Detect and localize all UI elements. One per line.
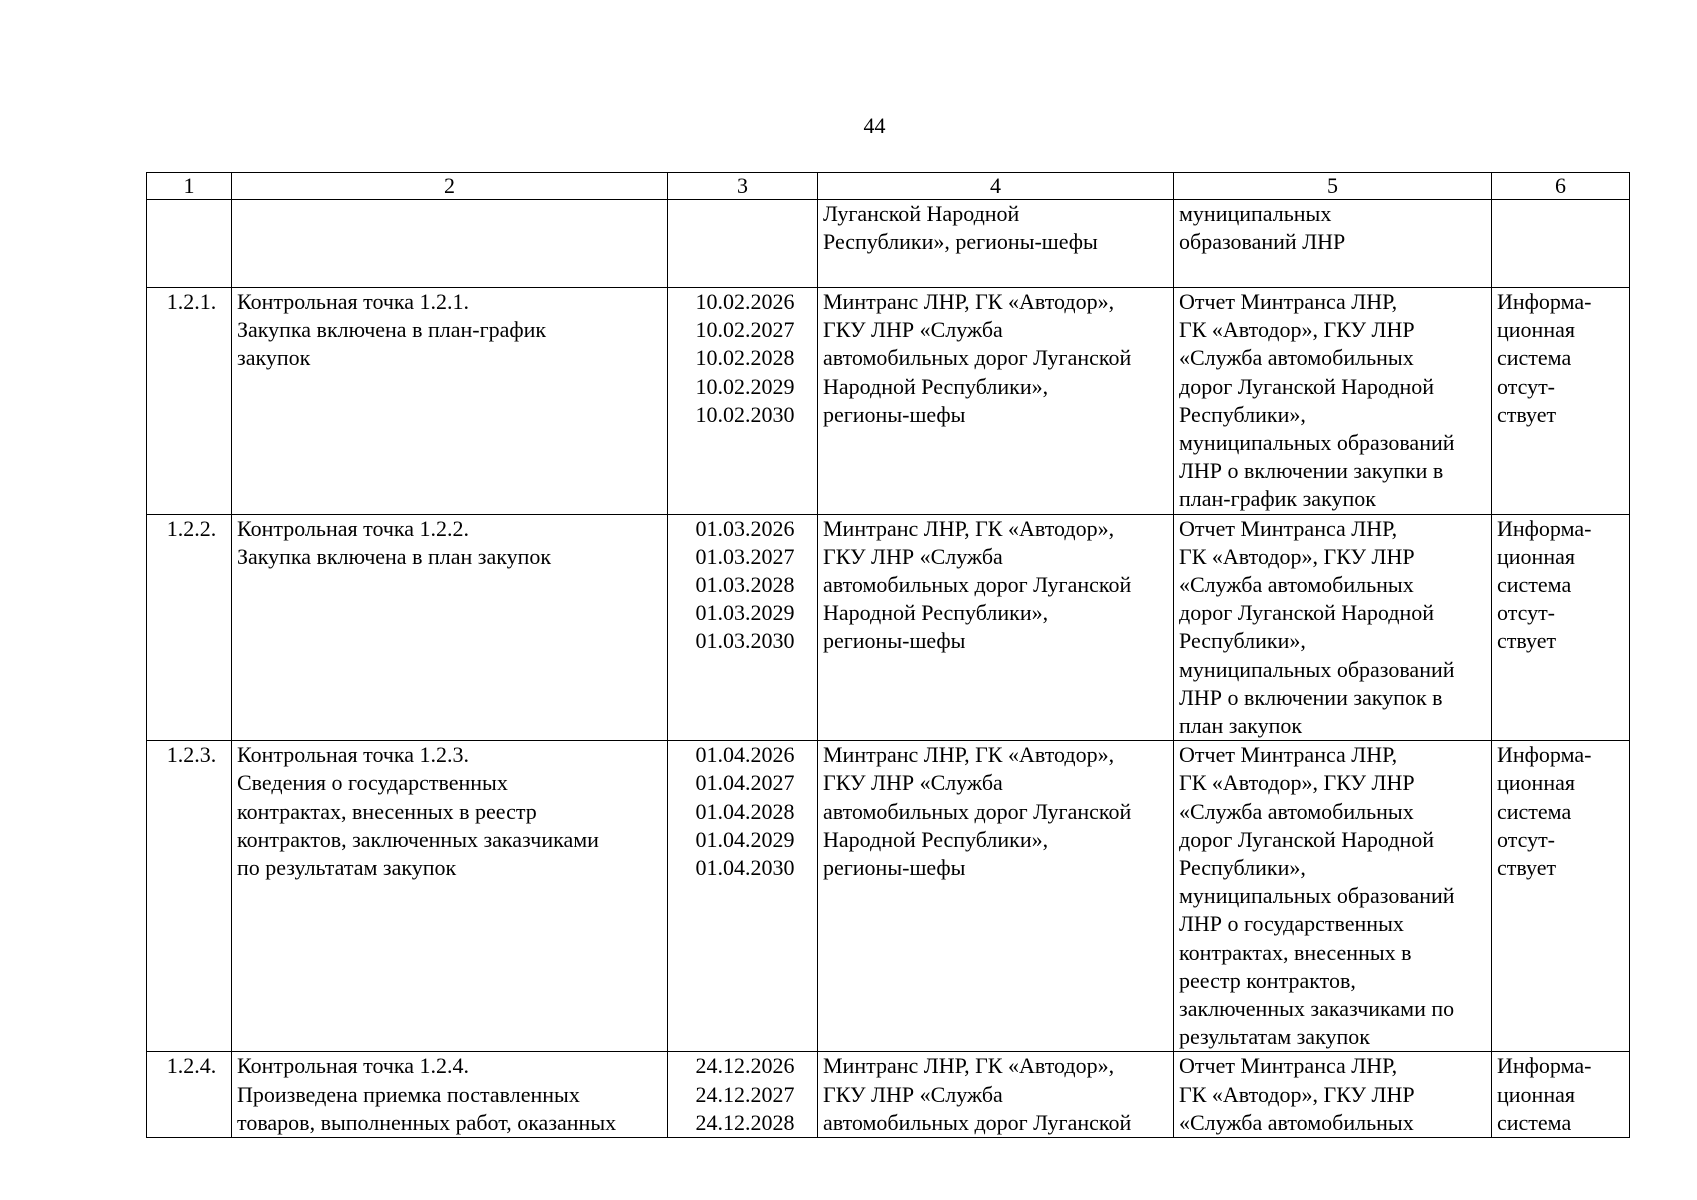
cell-dates xyxy=(668,288,818,515)
cell-title-line: Контрольная точка 1.2.3. xyxy=(237,742,470,768)
cell-document-line: реестр контрактов, xyxy=(1179,967,1356,993)
cell-document-line: муниципальных образований xyxy=(1179,656,1455,682)
cell-title-line: контрактов, заключенных заказчиками xyxy=(237,826,599,852)
cell-title-line: товаров, выполненных работ, оказанных xyxy=(237,1109,617,1135)
cell-system-line: Информа- xyxy=(1497,742,1592,768)
cell-document-line: дорог Луганской Народной xyxy=(1179,600,1435,626)
cell-executors-line: регионы-шефы xyxy=(823,855,966,881)
table-row xyxy=(147,741,1630,1052)
cell-document-line: дорог Луганской Народной xyxy=(1179,826,1435,852)
column-header-6: 6 xyxy=(1492,173,1630,200)
page-number: 44 xyxy=(863,113,886,138)
cell-dates-line: 10.02.2028 xyxy=(695,345,795,371)
cell-dates-line: 10.02.2029 xyxy=(695,373,795,399)
cell-system xyxy=(1492,288,1630,515)
column-header-4: 4 xyxy=(818,173,1174,200)
cell-system xyxy=(1492,741,1630,1052)
cell-dates xyxy=(668,1052,818,1138)
table-body xyxy=(147,200,1630,1138)
cell-dates-line: 10.02.2030 xyxy=(695,401,795,427)
column-header-1: 1 xyxy=(147,173,232,200)
table-row xyxy=(147,514,1630,741)
cell-executors-line: автомобильных дорог Луганской xyxy=(823,1109,1132,1135)
cell-executors-line: Народной Республики», xyxy=(823,373,1049,399)
cell-executors-line: Минтранс ЛНР, ГК «Автодор», xyxy=(823,1053,1115,1079)
cell-executors-line: автомобильных дорог Луганской xyxy=(823,798,1132,824)
cell-title-line: по результатам закупок xyxy=(237,855,457,881)
cell-title xyxy=(232,288,668,515)
cell-title xyxy=(232,514,668,741)
cell-title-line: Контрольная точка 1.2.4. xyxy=(237,1053,470,1079)
cell-dates-line: 01.04.2029 xyxy=(695,826,795,852)
cell-number: 1.2.4. xyxy=(147,1052,232,1138)
cell-document-line: муниципальных xyxy=(1179,201,1332,226)
cell-number: 1.2.3. xyxy=(147,741,232,1052)
cell-document-line: ЛНР о включении закупки в xyxy=(1179,458,1444,484)
cell-title-line: Закупка включена в план-график xyxy=(237,317,547,343)
cell-executors-line: регионы-шефы xyxy=(823,628,966,654)
cell-dates-line: 10.02.2026 xyxy=(695,289,795,314)
cell-document xyxy=(1174,288,1492,515)
cell-dates-line: 01.04.2030 xyxy=(695,855,795,881)
table-row xyxy=(147,1052,1630,1138)
cell-document-line: план закупок xyxy=(1179,713,1303,739)
cell-document-line: «Служба автомобильных xyxy=(1179,345,1414,371)
cell-executors-line: ГКУ ЛНР «Служба xyxy=(823,1081,1003,1107)
cell-executors-line: Минтранс ЛНР, ГК «Автодор», xyxy=(823,742,1115,768)
cell-dates-line: 01.03.2028 xyxy=(695,572,795,598)
column-header-2: 2 xyxy=(232,173,668,200)
cell-system xyxy=(1492,200,1630,288)
cell-title-line: Контрольная точка 1.2.2. xyxy=(237,515,470,541)
cell-system xyxy=(1492,514,1630,741)
cell-executors xyxy=(818,741,1174,1052)
cell-document-line: образований ЛНР xyxy=(1179,229,1346,255)
cell-document-line: ГК «Автодор», ГКУ ЛНР xyxy=(1179,317,1415,343)
cell-dates-line: 01.03.2029 xyxy=(695,600,795,626)
cell-title xyxy=(232,741,668,1052)
cell-system-line: отсут- xyxy=(1497,600,1556,626)
cell-document-line: Республики», xyxy=(1179,628,1306,654)
cell-system-line: система xyxy=(1497,1109,1572,1135)
cell-executors-line: Народной Республики», xyxy=(823,826,1049,852)
cell-system-line: отсут- xyxy=(1497,373,1556,399)
cell-dates-line: 01.04.2026 xyxy=(695,742,795,768)
column-header-3: 3 xyxy=(668,173,818,200)
cell-executors-line: ГКУ ЛНР «Служба xyxy=(823,317,1003,343)
column-header-5: 5 xyxy=(1174,173,1492,200)
cell-document-line: «Служба автомобильных xyxy=(1179,1109,1414,1135)
cell-system-line: ствует xyxy=(1497,628,1557,654)
cell-document-line: «Служба автомобильных xyxy=(1179,798,1414,824)
cell-executors-line: Народной Республики», xyxy=(823,600,1049,626)
cell-document xyxy=(1174,741,1492,1052)
cell-document xyxy=(1174,200,1492,288)
cell-title-line: Произведена приемка поставленных xyxy=(237,1081,580,1107)
cell-executors-line: автомобильных дорог Луганской xyxy=(823,345,1132,371)
plan-table xyxy=(146,172,1630,1138)
cell-number: 1.2.1. xyxy=(147,288,232,515)
cell-system-line: система xyxy=(1497,798,1572,824)
cell-dates-line: 10.02.2027 xyxy=(695,317,795,343)
cell-document-line: Отчет Минтранса ЛНР, xyxy=(1179,1053,1398,1079)
cell-executors-line: Луганской Народной xyxy=(823,201,1020,226)
cell-system-line: ционная xyxy=(1497,317,1575,343)
cell-dates xyxy=(668,741,818,1052)
cell-title-line: закупок xyxy=(237,345,311,371)
cell-dates-line: 01.03.2030 xyxy=(695,628,795,654)
cell-system-line: ционная xyxy=(1497,770,1575,796)
cell-document-line: ГК «Автодор», ГКУ ЛНР xyxy=(1179,543,1415,569)
cell-document-line: ЛНР о государственных xyxy=(1179,911,1404,937)
cell-executors-line: автомобильных дорог Луганской xyxy=(823,572,1132,598)
cell-dates-line: 01.04.2028 xyxy=(695,798,795,824)
cell-dates xyxy=(668,514,818,741)
cell-dates-line: 24.12.2027 xyxy=(695,1081,795,1107)
cell-document xyxy=(1174,514,1492,741)
cell-executors-line: регионы-шефы xyxy=(823,401,966,427)
cell-document-line: Отчет Минтранса ЛНР, xyxy=(1179,515,1398,541)
cell-executors-line: Республики», регионы-шефы xyxy=(823,229,1098,255)
cell-document-line: ГК «Автодор», ГКУ ЛНР xyxy=(1179,770,1415,796)
cell-title xyxy=(232,200,668,288)
cell-system-line: ционная xyxy=(1497,543,1575,569)
cell-document-line: дорог Луганской Народной xyxy=(1179,373,1435,399)
cell-dates-line: 01.03.2027 xyxy=(695,543,795,569)
cell-document-line: контрактах, внесенных в xyxy=(1179,939,1412,965)
cell-dates-line: 01.03.2026 xyxy=(695,515,795,541)
cell-document-line: заключенных заказчиками по xyxy=(1179,996,1455,1022)
cell-executors xyxy=(818,288,1174,515)
cell-system-line: система xyxy=(1497,345,1572,371)
cell-document-line: Отчет Минтранса ЛНР, xyxy=(1179,742,1398,768)
cell-title-line: контрактах, внесенных в реестр xyxy=(237,798,537,824)
cell-title-line: Сведения о государственных xyxy=(237,770,508,796)
cell-system-line: ствует xyxy=(1497,855,1557,881)
cell-system xyxy=(1492,1052,1630,1138)
cell-document-line: ГК «Автодор», ГКУ ЛНР xyxy=(1179,1081,1415,1107)
cell-dates-line: 24.12.2026 xyxy=(695,1053,795,1079)
cell-system-line: ционная xyxy=(1497,1081,1575,1107)
table-row xyxy=(147,288,1630,515)
cell-executors xyxy=(818,1052,1174,1138)
cell-executors-line: Минтранс ЛНР, ГК «Автодор», xyxy=(823,515,1115,541)
cell-executors-line: ГКУ ЛНР «Служба xyxy=(823,770,1003,796)
header-row xyxy=(147,173,1630,200)
cell-dates xyxy=(668,200,818,288)
cell-title-line: Контрольная точка 1.2.1. xyxy=(237,289,470,314)
cell-number xyxy=(147,200,232,288)
cell-dates-line: 01.04.2027 xyxy=(695,770,795,796)
cell-document-line: Республики», xyxy=(1179,401,1306,427)
cell-title-line: Закупка включена в план закупок xyxy=(237,543,552,569)
cell-document-line: муниципальных образований xyxy=(1179,883,1455,909)
cell-executors xyxy=(818,514,1174,741)
cell-document-line: ЛНР о включении закупок в xyxy=(1179,684,1443,710)
cell-title xyxy=(232,1052,668,1138)
cell-system-line: ствует xyxy=(1497,401,1557,427)
cell-system-line: Информа- xyxy=(1497,515,1592,541)
cell-number: 1.2.2. xyxy=(147,514,232,741)
cell-dates-line: 24.12.2028 xyxy=(695,1109,795,1135)
cell-executors-line: Минтранс ЛНР, ГК «Автодор», xyxy=(823,289,1115,314)
cell-system-line: Информа- xyxy=(1497,289,1592,314)
cell-system-line: отсут- xyxy=(1497,826,1556,852)
cell-document-line: муниципальных образований xyxy=(1179,430,1455,456)
cell-system-line: система xyxy=(1497,572,1572,598)
cell-document-line: Отчет Минтранса ЛНР, xyxy=(1179,289,1398,314)
cell-document-line: результатам закупок xyxy=(1179,1024,1370,1050)
cell-executors-line: ГКУ ЛНР «Служба xyxy=(823,543,1003,569)
cell-system-line: Информа- xyxy=(1497,1053,1592,1079)
cell-document-line: «Служба автомобильных xyxy=(1179,572,1414,598)
table-row xyxy=(147,200,1630,288)
cell-document-line: план-график закупок xyxy=(1179,486,1376,512)
cell-document xyxy=(1174,1052,1492,1138)
cell-document-line: Республики», xyxy=(1179,855,1306,881)
cell-executors xyxy=(818,200,1174,288)
